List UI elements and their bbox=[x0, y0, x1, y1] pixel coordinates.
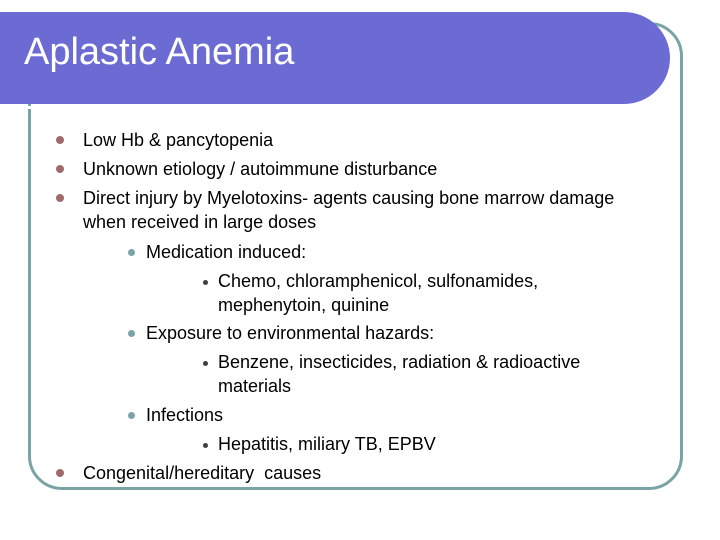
bullet-item bbox=[83, 186, 643, 234]
sub-sub-bullet-dot-icon bbox=[203, 280, 208, 285]
sub-sub-bullet-dot-icon bbox=[203, 443, 208, 448]
sub-sub-bullet-item bbox=[218, 269, 638, 317]
sub-bullet-dot-icon bbox=[128, 249, 135, 256]
bullet-text: Low Hb & pancytopenia bbox=[83, 130, 274, 150]
sub-bullet-dot-icon bbox=[128, 412, 135, 419]
bullet-dot-icon bbox=[56, 194, 64, 202]
bullet-text: Exposure to environmental hazards: bbox=[146, 323, 435, 343]
bullet-text: Hepatitis, miliary TB, EPBV bbox=[218, 434, 436, 454]
bullet-dot-icon bbox=[56, 469, 64, 477]
bullet-text: Congenital/hereditary causes bbox=[83, 463, 322, 483]
bullet-text: Unknown etiology / autoimmune disturbance bbox=[83, 159, 438, 179]
sub-sub-bullet-item bbox=[218, 432, 638, 456]
bullet-text: Infections bbox=[146, 405, 224, 425]
bullet-text: Chemo, chloramphenicol, sulfonamides, mephenytoin, quinine bbox=[218, 271, 539, 315]
bullet-text: Benzene, insecticides, radiation & radioactive materials bbox=[218, 352, 581, 396]
sub-bullet-item bbox=[146, 321, 626, 345]
bullet-item bbox=[83, 461, 643, 485]
bullet-text: Medication induced: bbox=[146, 242, 307, 262]
title-underline bbox=[0, 106, 636, 109]
sub-bullet-dot-icon bbox=[128, 330, 135, 337]
sub-bullet-item bbox=[146, 403, 626, 427]
bullet-dot-icon bbox=[56, 165, 64, 173]
bullet-text: Direct injury by Myelotoxins- agents causing bone marrow damage when received in large doses bbox=[83, 188, 615, 232]
sub-sub-bullet-item bbox=[218, 350, 638, 398]
sub-bullet-item bbox=[146, 240, 626, 264]
slide-title: Aplastic Anemia bbox=[24, 31, 295, 73]
bullet-item bbox=[83, 128, 643, 152]
bullet-dot-icon bbox=[56, 136, 64, 144]
bullet-item bbox=[83, 157, 643, 181]
sub-sub-bullet-dot-icon bbox=[203, 361, 208, 366]
